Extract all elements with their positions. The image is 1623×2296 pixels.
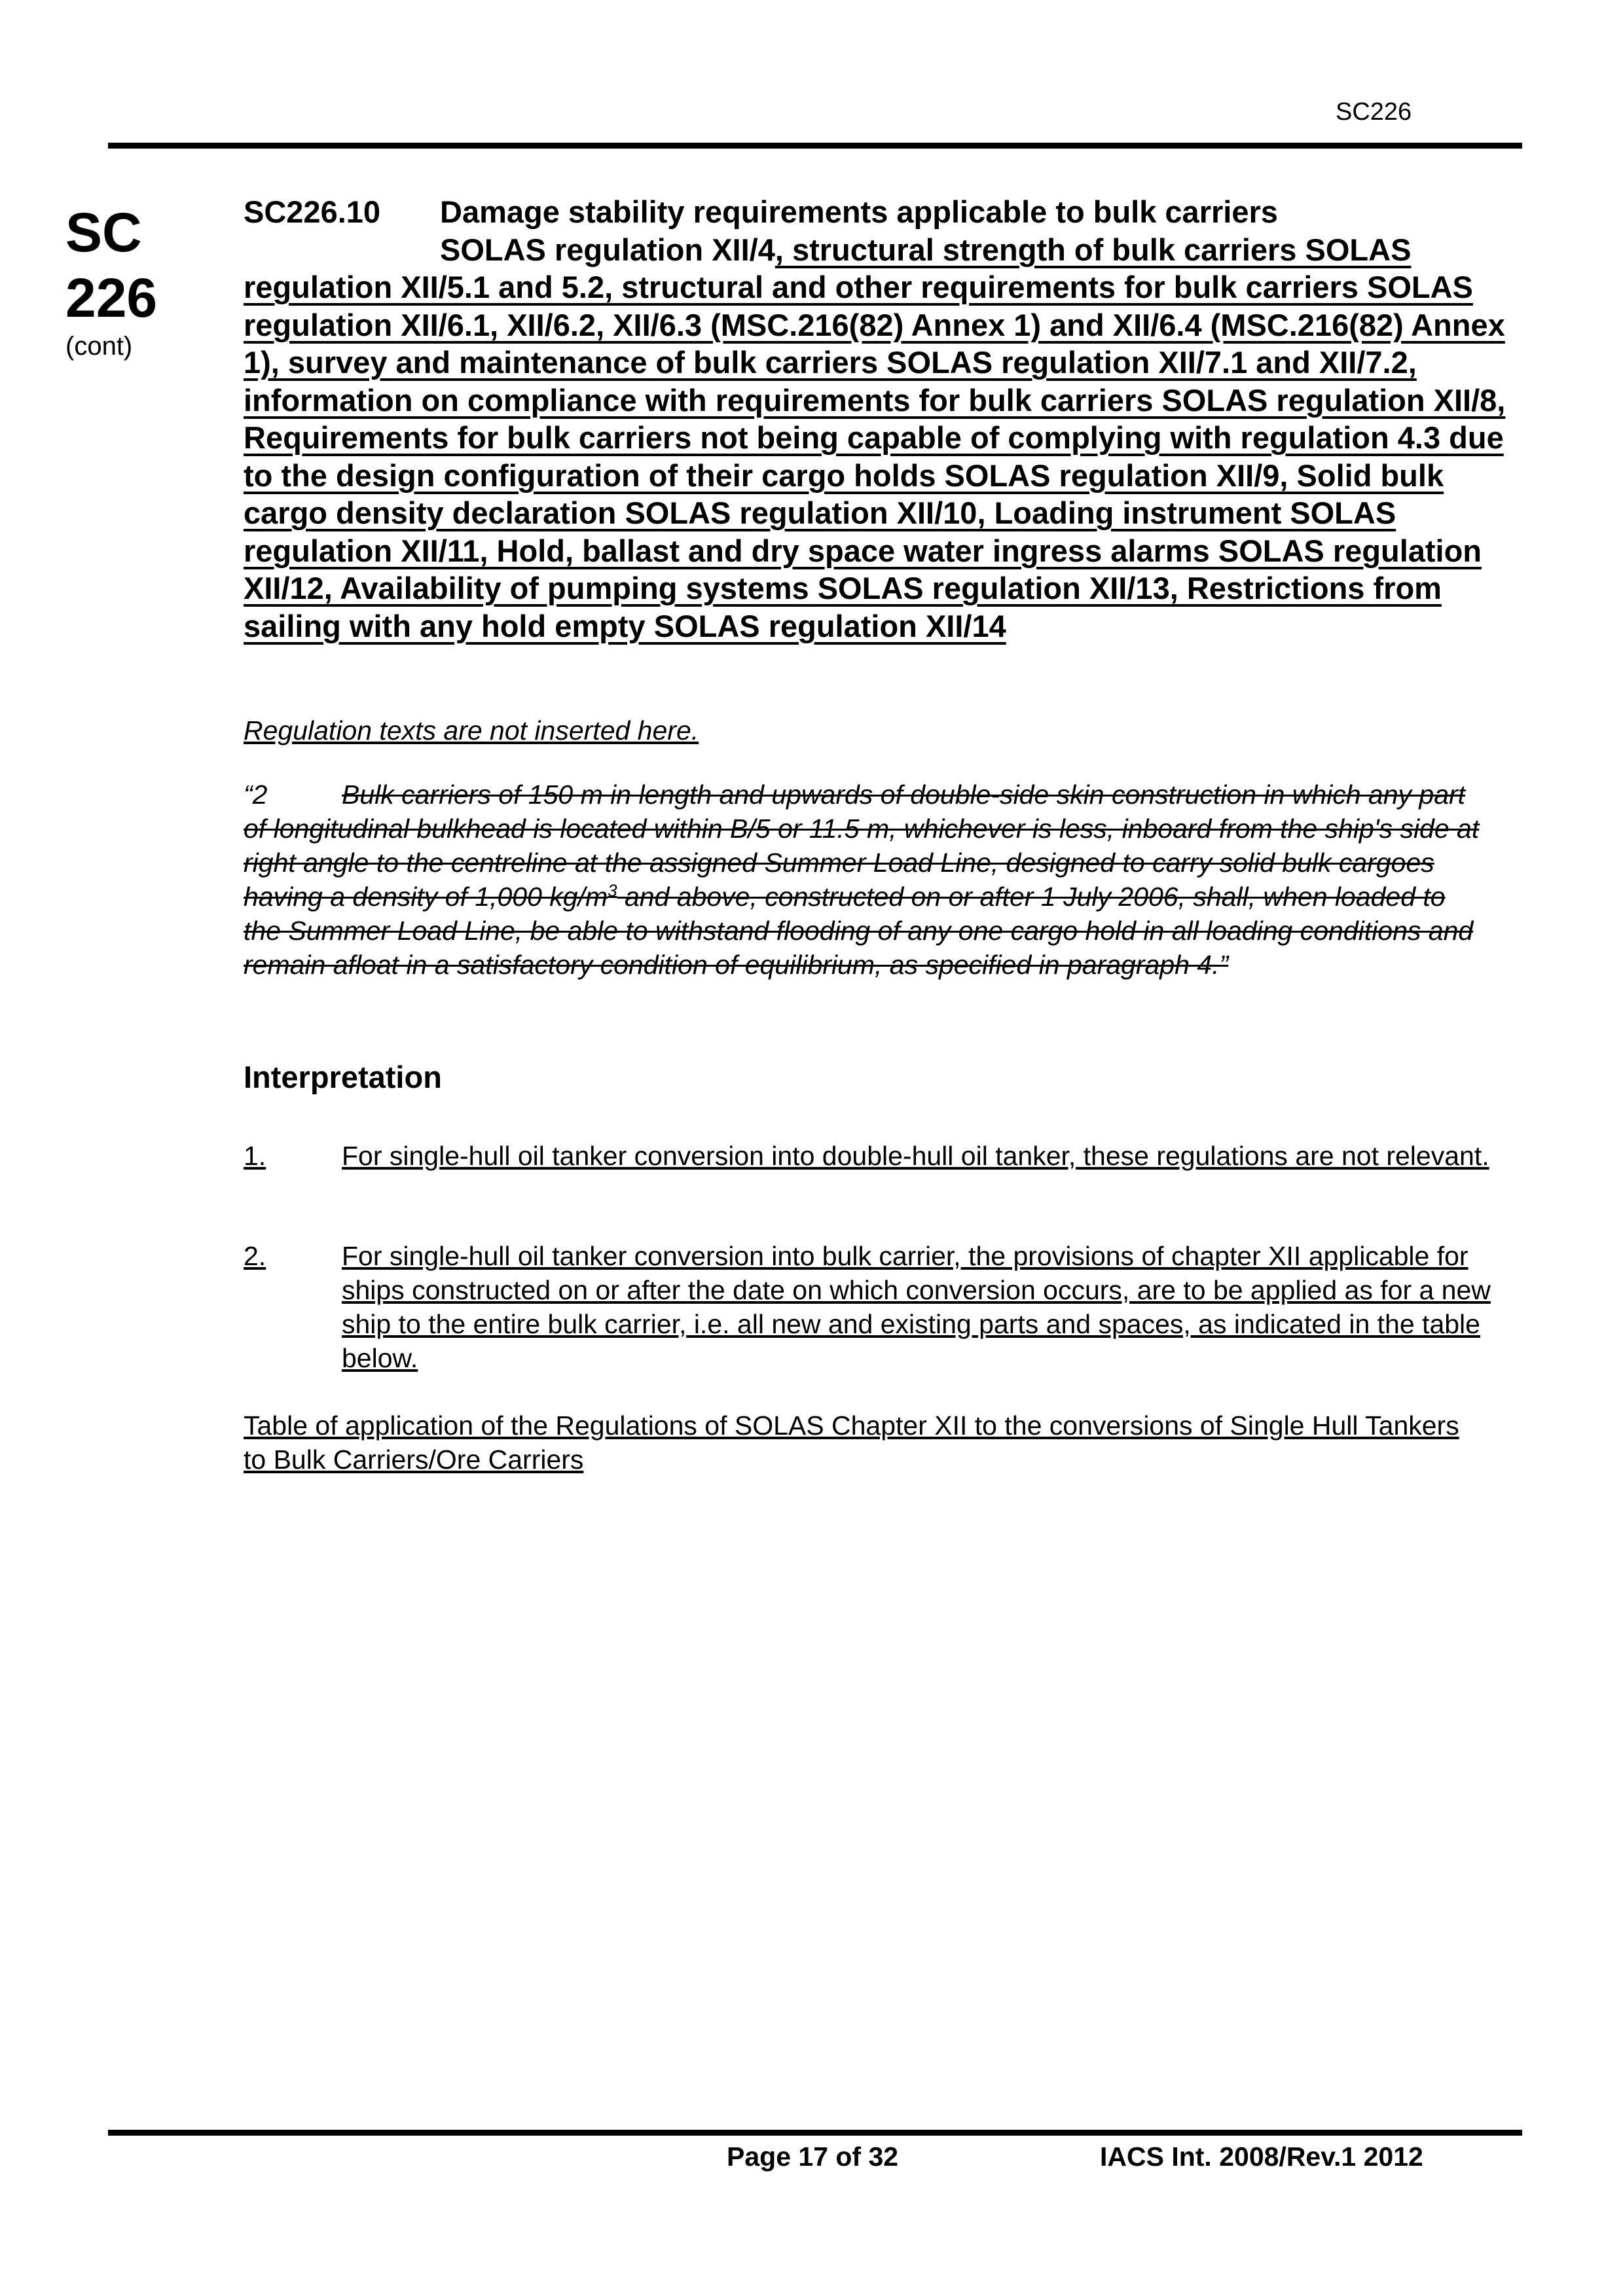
item-number: 1.	[244, 1141, 266, 1171]
item-number: 2.	[244, 1241, 266, 1271]
header-rule	[108, 143, 1522, 149]
deleted-regulation-text	[244, 778, 1487, 982]
deleted-paragraph-number: “2	[244, 780, 268, 810]
deleted-text-superscript: 3	[608, 880, 617, 901]
footer-page-number: Page 17 of 32	[727, 2142, 899, 2172]
interpretation-item	[244, 1139, 1507, 1173]
interpretation-heading: Interpretation	[244, 1060, 442, 1094]
header-doc-code: SC226	[1336, 98, 1412, 126]
sidebar-label	[65, 200, 223, 362]
footer-document-reference: IACS Int. 2008/Rev.1 2012	[1100, 2142, 1423, 2172]
section-title-line2: SOLAS regulation XII/4	[440, 232, 775, 267]
section-number: SC226.10	[244, 194, 381, 229]
section-title-amendment-1: , structural strength of bulk carriers SOLAS	[775, 232, 1412, 267]
section-title	[244, 193, 1507, 645]
item-text: For single-hull oil tanker conversion into double-hull oil tanker, these regulations are not relevant.	[342, 1141, 1489, 1171]
section-title-line1: Damage stability requirements applicable to bulk carriers	[440, 194, 1278, 229]
sidebar-cont: (cont)	[65, 332, 133, 361]
deleted-text-part1: Bulk carriers of 150 m in length and upwards of double-side skin construction in which any part of longitudinal bulkhead is located within B/5 or 11.5 m, whichever is less, inboard from the ship's side at right angle to the centreline at the assigned Summer Load Line, designed to carry solid bulk cargoes having a density of 1,000 kg/m	[244, 780, 1480, 912]
table-reference: Table of application of the Regulations of SOLAS Chapter XII to the conversions of Single Hull Tankers to Bulk Carriers/Ore Carriers	[244, 1410, 1459, 1475]
sidebar-number: 226	[65, 267, 158, 329]
item-text: For single-hull oil tanker conversion into bulk carrier, the provisions of chapter XII applicable for ships constructed on or after the date on which conversion occurs, are to be applied as for a new ship to the entire bulk carrier, i.e. all new and existing parts and spaces, as indicated in the table below.	[342, 1241, 1491, 1373]
regulation-note: Regulation texts are not inserted here.	[244, 715, 699, 745]
interpretation-item	[244, 1239, 1507, 1375]
sidebar-sc: SC	[65, 202, 142, 263]
deleted-text-part2: and above, constructed on or after 1 July 2006, shall, when loaded to the Summer Load Line, be able to withstand flooding of any one cargo hold in all loading conditions and remain afloat in a satisfactory condition of equilibrium, as specified in paragraph 4.”	[244, 882, 1474, 980]
footer-rule	[108, 2130, 1522, 2136]
section-title-amendment-2: regulation XII/5.1 and 5.2, structural and other requirements for bulk carriers SOLAS regulation XII/6.1, XII/6.2, XII/6.3 (MSC.216(82) Annex 1) and XII/6.4 (MSC.216(82) Annex 1), survey and maintenance of bulk carriers SOLAS regulation XII/7.1 and XII/7.2, information on compliance with requirements for bulk carriers SOLAS regulation XII/8, Requirements for bulk carriers not being capable of complying with regulation 4.3 due to the design configuration of their cargo holds SOLAS regulation XII/9, Solid bulk cargo density declaration SOLAS regulation XII/10, Loading instrument SOLAS regulation XII/11, Hold, ballast and dry space water ingress alarms SOLAS regulation XII/12, Availability of pumping systems SOLAS regulation XII/13, Restrictions from sailing with any hold empty SOLAS regulation XII/14	[244, 270, 1506, 643]
